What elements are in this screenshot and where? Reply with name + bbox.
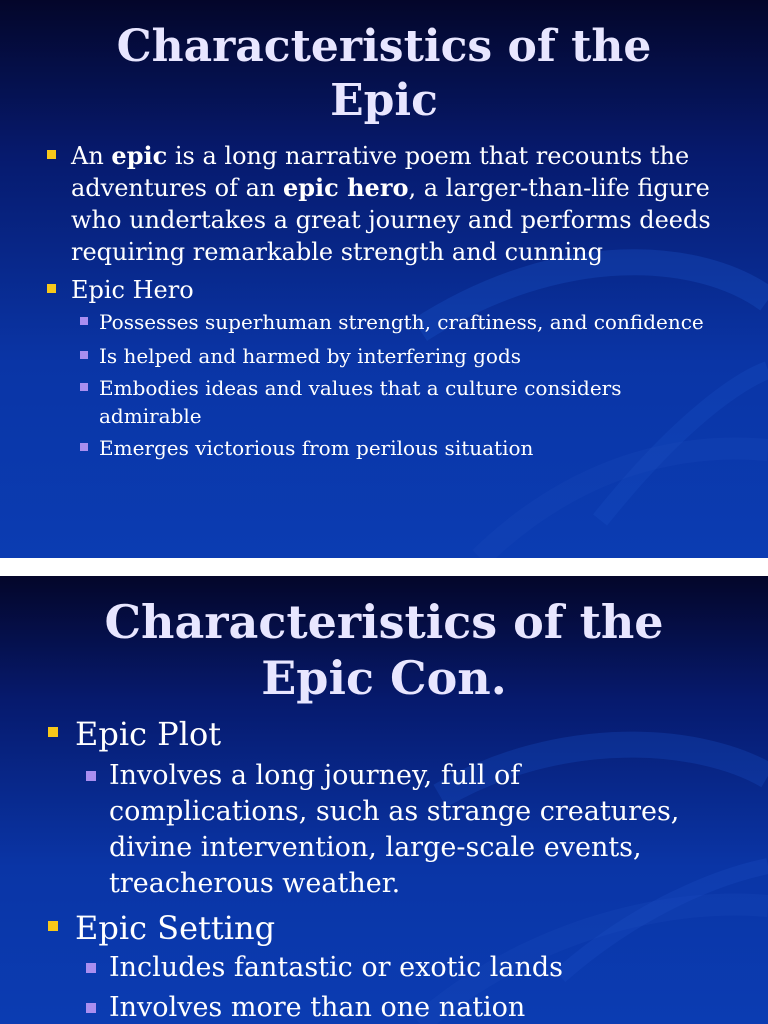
sub-bullet-text: Embodies ideas and values that a culture considers admirable (99, 376, 622, 428)
sub-bullet (0, 434, 768, 462)
bullet-square-icon (47, 284, 56, 293)
sub-bullet (0, 758, 768, 902)
bullet-text: An (71, 142, 112, 170)
bullet-square-icon (86, 771, 96, 781)
bullet-square-icon (86, 963, 96, 973)
slide-2 (0, 576, 768, 1024)
sub-bullet-text: Includes fantastic or exotic lands (109, 952, 564, 983)
bullet-text: Epic Hero (71, 276, 194, 304)
sub-bullet-text: Emerges victorious from perilous situation (99, 436, 534, 460)
bold-term-epic: epic (111, 141, 168, 170)
bullet-text: is a long narrative poem that recounts the adventures of an (71, 142, 690, 202)
title-line-1: Characteristics of the (104, 595, 664, 649)
sub-bullet (0, 308, 768, 336)
sub-bullet (0, 342, 768, 370)
bullet-list (0, 714, 768, 1024)
slide-title (0, 20, 768, 128)
sub-bullet-text: Is helped and harmed by interfering gods (99, 344, 522, 368)
bullet-square-icon (80, 383, 88, 391)
sub-bullet-text: Involves a long journey, full of complications, such as strange creatures, divine intervention, large-scale events, treacherous weather. (109, 760, 680, 899)
title-line-2: Epic Con. (261, 651, 507, 705)
bullet-square-icon (80, 443, 88, 451)
sub-bullet (0, 374, 768, 430)
bullet-text: Epic Plot (75, 715, 222, 753)
bullet-epic-hero (0, 274, 768, 306)
bullet-square-icon (80, 317, 88, 325)
sub-bullet-text: Involves more than one nation (109, 992, 526, 1023)
bullet-square-icon (80, 351, 88, 359)
bullet-epic-plot (0, 714, 768, 754)
sub-bullet (0, 990, 768, 1024)
bullet-text: , a larger-than-life figure who undertakes a great journey and performs deeds requiring remarkable strength and cunning (71, 174, 711, 266)
slide-title (0, 594, 768, 706)
bullet-square-icon (86, 1003, 96, 1013)
bullet-list (0, 140, 768, 462)
bullet-square-icon (47, 150, 56, 159)
bold-term-epic-hero: epic hero (282, 173, 409, 202)
sub-bullet-text: Possesses superhuman strength, craftiness, and confidence (99, 310, 704, 334)
bullet-text: Epic Setting (75, 909, 276, 947)
title-line-2: Epic (330, 75, 438, 126)
title-line-1: Characteristics of the (116, 21, 652, 72)
bullet-epic-definition (0, 140, 768, 268)
sub-bullet (0, 950, 768, 986)
bullet-square-icon (48, 727, 58, 737)
bullet-square-icon (48, 921, 58, 931)
bullet-epic-setting (0, 908, 768, 948)
